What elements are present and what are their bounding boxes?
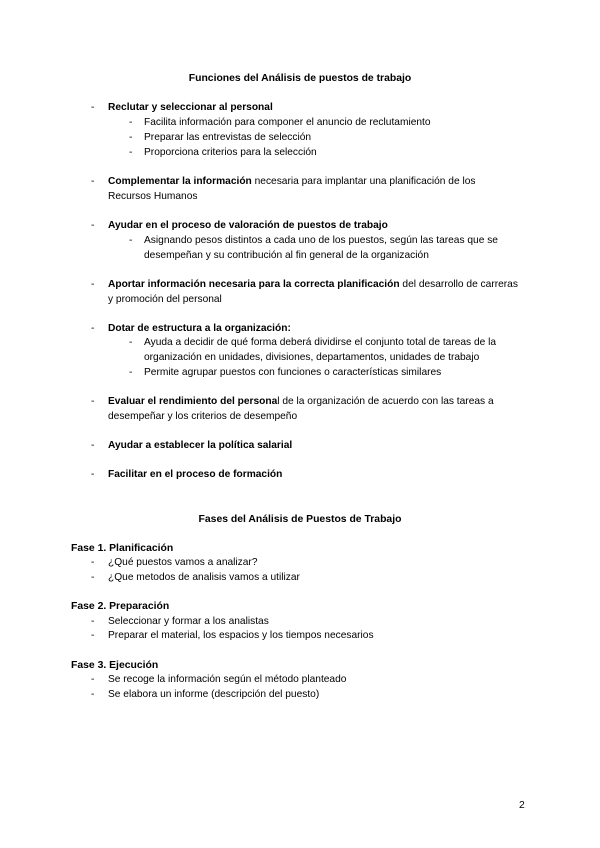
sub-list-item [129, 115, 524, 130]
bullet-dash: - [129, 147, 133, 158]
phase-list-item [91, 570, 528, 585]
phase-item-text: Se recoge la información según el método planteado [108, 674, 347, 685]
item-bold-text: Aportar información necesaria para la correcta planificación [108, 279, 400, 290]
list-item [91, 174, 518, 204]
item-bold-text: Reclutar y seleccionar al personal [108, 102, 273, 113]
phase-item-text: Se elabora un informe (descripción del puesto) [108, 689, 320, 700]
item-bold-text: Ayudar a establecer la política salarial [108, 440, 293, 451]
item-bold-text: Complementar la información [108, 176, 252, 187]
bullet-dash: - [91, 279, 95, 290]
bullet-dash: - [91, 440, 95, 451]
item-text: l de la organización de acuerdo con las tareas a desempeñar y los criterios de desempeño [108, 396, 494, 422]
bullet-dash: - [91, 469, 95, 480]
sub-list-item [129, 233, 520, 263]
sub-item-text: Ayuda a decidir de qué forma deberá dividirse el conjunto total de tareas de la organización en unidades, divisiones, departamentos, unidades de trabajo [144, 337, 497, 363]
phase-list-item [91, 628, 528, 643]
section-title-funciones: Funciones del Análisis de puestos de trabajo [188, 73, 412, 84]
phase-list-item [91, 672, 528, 687]
bullet-dash: - [91, 102, 95, 113]
phase-item-text: Seleccionar y formar a los analistas [108, 616, 269, 627]
sub-list-item [129, 145, 524, 160]
bullet-dash: - [129, 132, 133, 143]
bullet-dash: - [91, 689, 95, 700]
bullet-dash: - [91, 176, 95, 187]
sub-item-text: Permite agrupar puestos con funciones o características similares [144, 367, 442, 378]
list-item [91, 438, 528, 453]
phase-list-item [91, 614, 528, 629]
bullet-dash: - [91, 572, 95, 583]
bullet-dash: - [129, 117, 133, 128]
sub-item-text: Facilita información para componer el anuncio de reclutamiento [144, 117, 431, 128]
phase-item-text: ¿Que metodos de analisis vamos a utilizar [108, 572, 300, 583]
list-item [91, 100, 528, 115]
sub-item-text: Preparar las entrevistas de selección [144, 132, 312, 143]
list-item [91, 218, 528, 233]
item-bold-text: Facilitar en el proceso de formación [108, 469, 283, 480]
phase-item-text: ¿Qué puestos vamos a analizar? [108, 557, 258, 568]
bullet-dash: - [129, 235, 133, 246]
sub-item-text: Asignando pesos distintos a cada uno de los puestos, según las tareas que se desempeñan y su contribución al fin general de la organización [144, 235, 498, 261]
sub-list-item [129, 335, 526, 365]
phase-heading: Fase 3. Ejecución [71, 660, 159, 671]
phase-list-item [91, 555, 528, 570]
item-bold-text: Dotar de estructura a la organización: [108, 323, 291, 334]
list-item [91, 467, 528, 482]
item-bold-text: Ayudar en el proceso de valoración de puestos de trabajo [108, 220, 388, 231]
bullet-dash: - [91, 674, 95, 685]
item-text: del desarrollo de carreras y promoción del personal [108, 279, 518, 305]
bullet-dash: - [91, 630, 95, 641]
phase-heading: Fase 1. Planificación [71, 543, 174, 554]
phase-heading: Fase 2. Preparación [71, 601, 170, 612]
phase-item-text: Preparar el material, los espacios y los tiempos necesarios [108, 630, 374, 641]
bullet-dash: - [91, 616, 95, 627]
sub-list-item [129, 130, 524, 145]
bullet-dash: - [129, 337, 133, 348]
bullet-dash: - [91, 220, 95, 231]
page-number: 2 [519, 800, 525, 811]
item-text: necesaria para implantar una planificación de los Recursos Humanos [108, 176, 476, 202]
phase-list-item [91, 687, 528, 702]
section-title-fases: Fases del Análisis de Puestos de Trabajo [198, 514, 402, 525]
sub-item-text: Proporciona criterios para la selección [144, 147, 317, 158]
bullet-dash: - [91, 557, 95, 568]
sub-list-item [129, 365, 524, 380]
bullet-dash: - [91, 396, 95, 407]
bullet-dash: - [129, 367, 133, 378]
item-bold-text: Evaluar el rendimiento del persona [108, 396, 278, 407]
list-item [91, 394, 522, 424]
list-item [91, 321, 528, 336]
list-item [91, 277, 518, 307]
bullet-dash: - [91, 323, 95, 334]
